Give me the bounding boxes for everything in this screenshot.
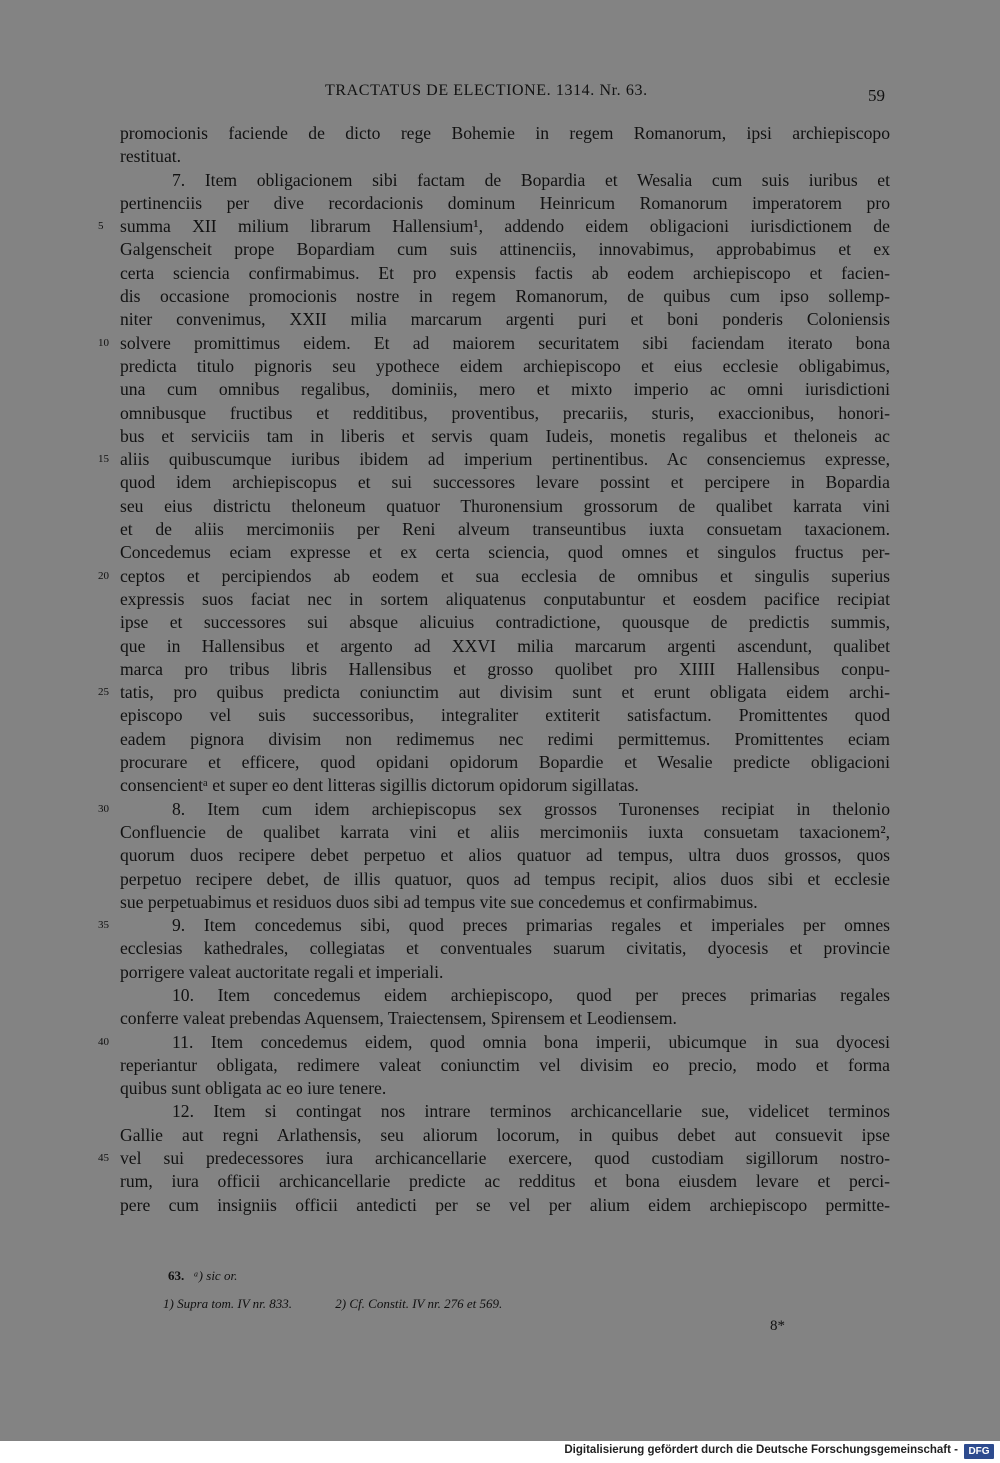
line-number: 10 <box>98 336 109 349</box>
line-text: certa sciencia confirmabimus. Et pro expensis factis ab eodem archiepiscopo et facien- <box>120 262 890 283</box>
text-line <box>98 565 890 588</box>
text-line <box>120 402 890 425</box>
line-text: tatis, pro quibus predicta coniunctim aut divisim sunt et erunt obligata eidem archi- <box>120 682 890 703</box>
text-line <box>120 308 890 331</box>
text-line <box>98 914 890 937</box>
text-line <box>120 821 890 844</box>
text-line <box>98 1031 890 1054</box>
line-text: et de aliis mercimoniis per Reni alveum transeuntibus iuxta consuetam taxacionem. <box>120 519 890 540</box>
line-text: 10. Item concedemus eidem archiepiscopo, quod per preces primarias regales <box>172 984 890 1005</box>
line-text: Concedemus eciam expresse et ex certa sciencia, quod omnes et singulos fructus per- <box>120 542 890 563</box>
line-number: 45 <box>98 1152 109 1165</box>
line-text: summa XII milium librarum Hallensium¹, addendo eidem obligacioni iurisdictionem de <box>120 216 890 237</box>
critical-note: ᵃ) sic or. <box>193 1268 238 1283</box>
text-line <box>120 1100 890 1123</box>
text-line <box>98 681 890 704</box>
line-number: 20 <box>98 569 109 582</box>
text-line <box>120 425 890 448</box>
line-text: episcopo vel suis successoribus, integraliter extiterit satisfactum. Promittentes quod <box>120 705 890 726</box>
sheet-signature: 8* <box>770 1318 785 1334</box>
line-text: 9. Item concedemus sibi, quod preces primarias regales et imperiales per omnes <box>172 915 890 936</box>
text-line <box>120 611 890 634</box>
text-line <box>120 984 890 1007</box>
line-number: 30 <box>98 802 109 815</box>
text-line <box>120 1170 890 1193</box>
main-text <box>98 122 890 1217</box>
text-line <box>120 635 890 658</box>
text-line <box>120 495 890 518</box>
text-line <box>120 355 890 378</box>
line-text: marca pro tribus libris Hallensibus et grosso quolibet pro XIIII Hallensibus conpu- <box>120 658 890 679</box>
page-number: 59 <box>868 86 885 105</box>
line-text: quibus sunt obligata ac eo iure tenere. <box>120 1078 387 1099</box>
line-text: conferre valeat prebendas Aquensem, Traiectensem, Spirensem et Leodiensem. <box>120 1008 677 1029</box>
line-text: Gallie aut regni Arlathensis, seu aliorum locorum, in quibus debet aut consuevit ipse <box>120 1124 890 1145</box>
funding-credit: Digitalisierung gefördert durch die Deutsche Forschungsgemeinschaft - <box>564 1444 958 1456</box>
line-text: bus et serviciis tam in liberis et servis quam Iudeis, monetis regalibus et theloneis ac <box>120 425 890 446</box>
text-line <box>98 332 890 355</box>
text-line <box>120 1054 890 1077</box>
text-line <box>120 285 890 308</box>
text-line <box>120 868 890 891</box>
line-number: 25 <box>98 686 109 699</box>
dfg-logo-icon[interactable]: DFG <box>964 1444 994 1459</box>
line-text: omnibusque fructibus et redditibus, proventibus, precariis, sturis, exaccionibus, honori- <box>120 402 890 423</box>
text-line <box>120 844 890 867</box>
text-line <box>120 145 890 168</box>
line-text: ecclesias kathedrales, collegiatas et conventuales suarum civitatis, dyocesis et provincie <box>120 938 890 959</box>
line-text: seu eius districtu theloneum quatuor Thuronensium grossorum de qualibet karrata vini <box>120 495 890 516</box>
line-text: vel sui predecessores iura archicancellarie exercere, quod custodiam sigillorum nostro- <box>120 1148 890 1169</box>
text-line <box>120 728 890 751</box>
line-text: eadem pignora divisim non redimemus nec redimi permittemus. Promittentes eciam <box>120 728 890 749</box>
document-number: 63. <box>168 1268 185 1283</box>
source-note-1: 1) Supra tom. IV nr. 833. <box>163 1296 293 1311</box>
line-text: 11. Item concedemus eidem, quod omnia bona imperii, ubicumque in sua dyocesi <box>172 1031 890 1052</box>
bottom-bar <box>0 1441 1000 1463</box>
text-line <box>120 588 890 611</box>
line-text: procurare et efficere, quod opidani opidorum Bopardie et Wesalie predicte obligacioni <box>120 752 890 773</box>
text-line <box>120 471 890 494</box>
text-line <box>120 122 890 145</box>
text-line <box>120 774 890 797</box>
text-line <box>120 751 890 774</box>
line-text: predicta titulo pignoris seu ypothece eidem archiepiscopo et eius ecclesie obligabimus, <box>120 355 890 376</box>
text-line <box>98 448 890 471</box>
text-line <box>120 937 890 960</box>
line-number: 5 <box>98 220 104 233</box>
text-line <box>120 541 890 564</box>
line-text: 12. Item si contingat nos intrare terminos archicancellarie sue, videlicet terminos <box>172 1101 890 1122</box>
line-text: ipse et successores sui absque alicuius contradictione, quousque de predictis summis, <box>120 612 890 633</box>
line-text: 7. Item obligacionem sibi factam de Bopardia et Wesalia cum suis iuribus et <box>172 169 890 190</box>
line-text: pertinenciis per dive recordacionis dominum Heinricum Romanorum imperatorem pro <box>120 192 890 213</box>
line-text: que in Hallensibus et argento ad XXVI milia marcarum argenti ascendunt, qualibet <box>120 635 890 656</box>
line-text: perpetuo recipere debet, de illis quatuor, quos ad tempus recipit, alios duos sibi et ecclesie <box>120 868 890 889</box>
line-text: solvere promittimus eidem. Et ad maiorem securitatem sibi faciendam iterato bona <box>120 332 890 353</box>
line-text: consencientᵃ et super eo dent litteras sigillis dictorum opidorum sigillatas. <box>120 775 639 796</box>
line-number: 15 <box>98 453 109 466</box>
critical-apparatus <box>168 1268 938 1284</box>
text-line <box>120 961 890 984</box>
text-line <box>98 1147 890 1170</box>
text-line <box>120 262 890 285</box>
line-text: porrigere valeat auctoritate regali et imperiali. <box>120 961 444 982</box>
line-text: reperiantur obligata, redimere valeat coniunctim vel divisim eo precio, modo et forma <box>120 1054 890 1075</box>
line-text: restituat. <box>120 146 182 167</box>
line-text: promocionis faciende de dicto rege Bohemie in regem Romanorum, ipsi archiepiscopo <box>120 123 890 143</box>
line-text: quorum duos recipere debet perpetuo et alios quatuor ad tempus, ultra duos grossos, quos <box>120 845 890 866</box>
text-line <box>120 518 890 541</box>
text-line <box>120 1124 890 1147</box>
text-line <box>98 215 890 238</box>
text-line <box>120 378 890 401</box>
text-line <box>120 1007 890 1030</box>
line-number: 35 <box>98 919 109 932</box>
line-text: aliis quibuscumque iuribus ibidem ad imperium pertinentibus. Ac consenciemus expresse, <box>120 449 890 470</box>
line-text: sue perpetuabimus et residuos duos sibi ad tempus vite sue concedemus et confirmabimus. <box>120 891 758 912</box>
text-line <box>120 238 890 261</box>
line-number: 40 <box>98 1035 109 1048</box>
text-line <box>120 704 890 727</box>
line-text: dis occasione promocionis nostre in regem Romanorum, de quibus cum ipso sollemp- <box>120 286 890 307</box>
source-note-2: 2) Cf. Constit. IV nr. 276 et 569. <box>335 1296 503 1311</box>
line-text: pere cum insigniis officii antedicti per se vel per alium eidem archiepiscopo permitte- <box>120 1194 890 1215</box>
text-line <box>98 798 890 821</box>
text-line <box>120 1077 890 1100</box>
line-text: Galgenscheit prope Bopardiam cum suis attinenciis, innovabimus, approbabimus et ex <box>120 239 890 260</box>
running-head: TRACTATUS DE ELECTIONE. 1314. Nr. 63. <box>325 82 648 99</box>
line-text: expressis suos faciat nec in sortem aliquatenus conputabuntur et eosdem pacifice recipiat <box>120 588 890 609</box>
line-text: 8. Item cum idem archiepiscopus sex grossos Turonenses recipiat in thelonio <box>172 798 890 819</box>
line-text: quod idem archiepiscopus et sui successores levare possint et percipere in Bopardia <box>120 472 890 493</box>
line-text: niter convenimus, XXII milia marcarum argenti puri et boni ponderis Coloniensis <box>120 309 890 330</box>
line-text: Confluencie de qualibet karrata vini et aliis mercimoniis iuxta consuetam taxacionem², <box>120 821 890 842</box>
source-notes <box>163 1296 933 1312</box>
line-text: una cum omnibus regalibus, dominiis, mero et mixto imperio ac omni iurisdictioni <box>120 379 890 400</box>
text-line <box>120 192 890 215</box>
line-text: rum, iura officii archicancellarie predicte ac redditus et bona eiusdem levare et perci- <box>120 1171 890 1192</box>
text-line <box>120 169 890 192</box>
text-line <box>120 891 890 914</box>
line-text: ceptos et percipiendos ab eodem et sua ecclesia de omnibus et singulis superius <box>120 565 890 586</box>
text-line <box>120 1194 890 1217</box>
text-line <box>120 658 890 681</box>
